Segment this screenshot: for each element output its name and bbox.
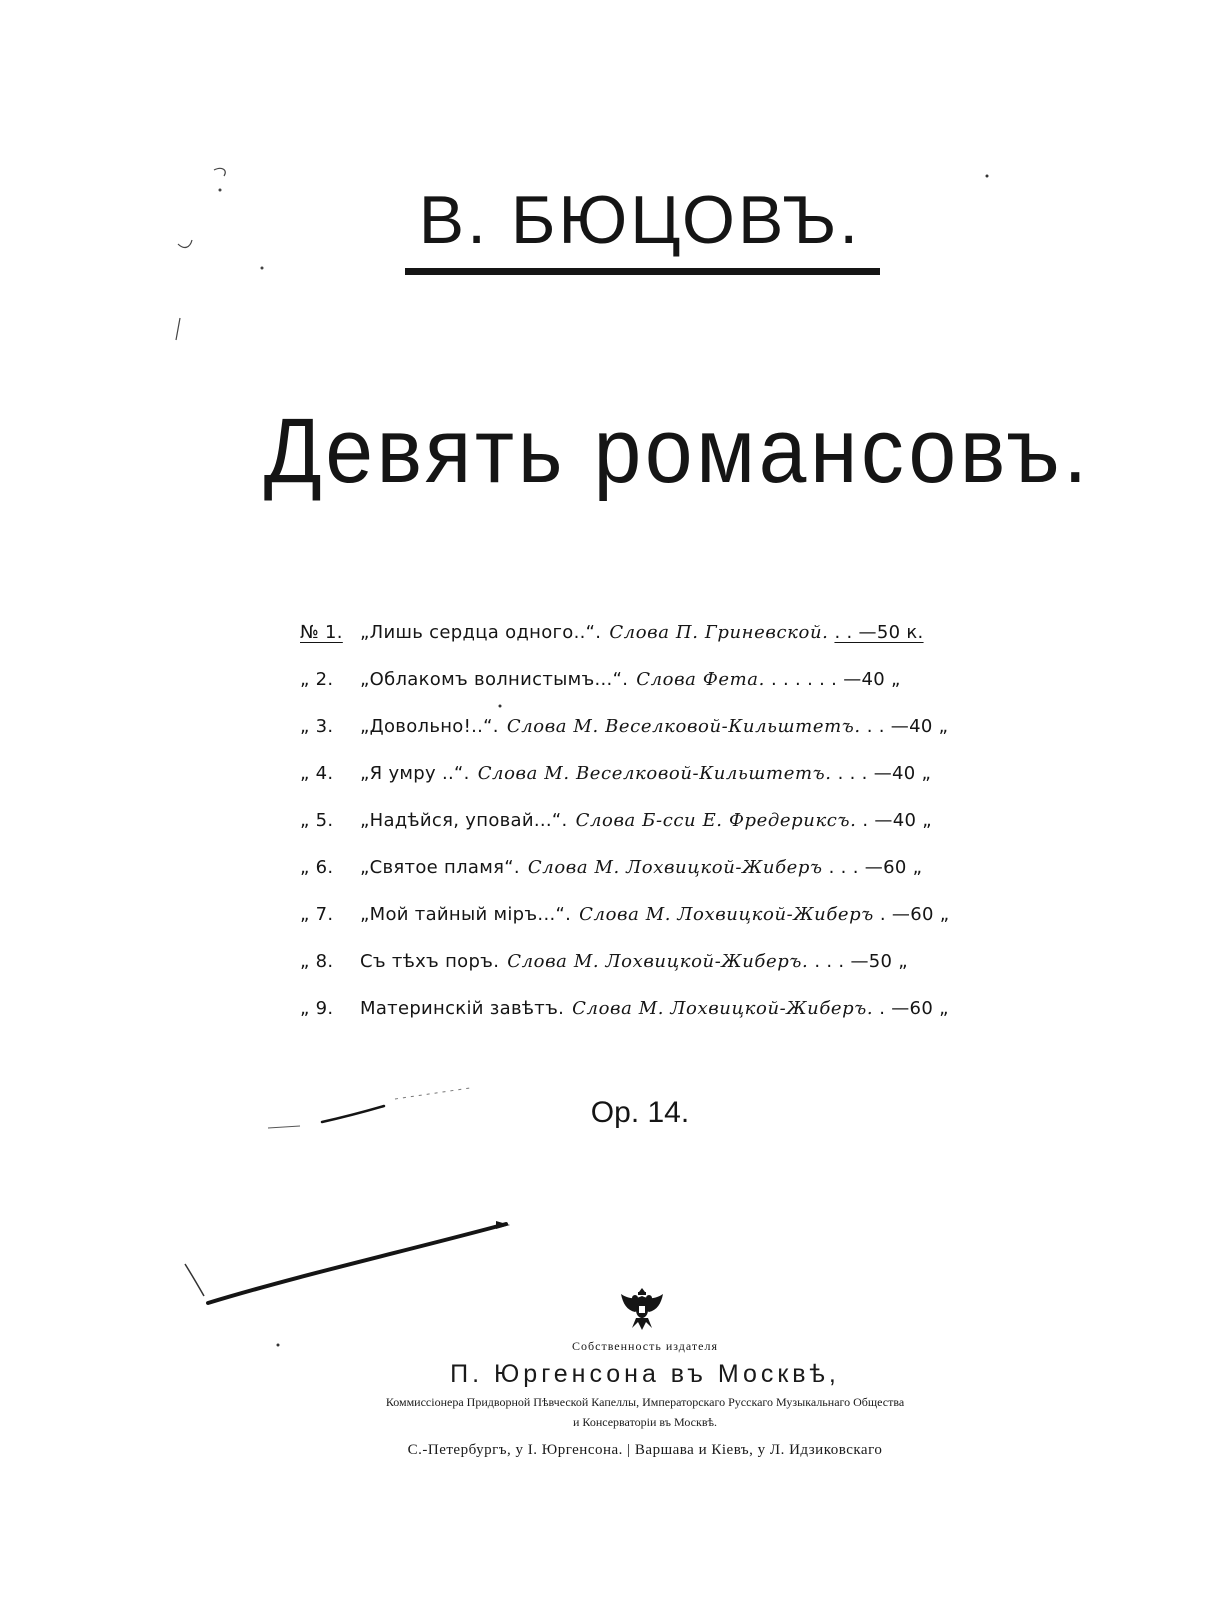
speck bbox=[986, 175, 989, 178]
song-title: „Я умру ..“. bbox=[360, 763, 470, 784]
song-lyricist: Слова М. Лохвицкой-Жиберъ. bbox=[507, 951, 809, 972]
song-title: „Довольно!..“. bbox=[360, 716, 499, 737]
song-price: . —60 „ bbox=[879, 998, 949, 1019]
margin-mark-2 bbox=[214, 168, 225, 176]
song-lyricist: Слова М. Веселковой-Кильштетъ. bbox=[477, 763, 832, 784]
song-number: „ 2. bbox=[300, 669, 334, 690]
song-number: „ 9. bbox=[300, 998, 334, 1019]
song-lyricist: Слова М. Лохвицкой-Жиберъ bbox=[579, 904, 874, 925]
song-price: . . . —50 „ bbox=[814, 951, 908, 972]
song-title: Материнскiй завѣтъ. bbox=[360, 998, 565, 1019]
song-entry-1 bbox=[300, 622, 1000, 669]
publisher-commission-line-2: и Консерваторіи въ Москвѣ. bbox=[573, 1415, 717, 1429]
margin-mark-1 bbox=[185, 1264, 204, 1296]
song-entry-7 bbox=[300, 904, 1000, 951]
margin-mark-3 bbox=[178, 240, 192, 247]
song-number: „ 6. bbox=[300, 857, 334, 878]
song-number: „ 3. bbox=[300, 716, 334, 737]
song-title: „Мой тайный мiръ...“. bbox=[360, 904, 572, 925]
margin-mark-4 bbox=[176, 318, 180, 340]
speck bbox=[277, 1344, 280, 1347]
song-title: „Надѣйся, уповай...“. bbox=[360, 810, 568, 831]
song-title: Съ тѣхъ поръ. bbox=[360, 951, 500, 972]
song-price: . . . —60 „ bbox=[828, 857, 923, 878]
song-entry-3 bbox=[300, 716, 1000, 763]
pen-stroke-upper bbox=[322, 1106, 384, 1122]
song-number: „ 5. bbox=[300, 810, 334, 831]
faint-stroke-2 bbox=[395, 1088, 470, 1099]
song-list bbox=[300, 622, 1000, 1045]
composer-name: В. БЮЦОВЪ. bbox=[418, 182, 862, 258]
song-entry-2 bbox=[300, 669, 1000, 716]
song-lyricist: Слова М. Лохвицкой-Жиберъ. bbox=[572, 998, 874, 1019]
publisher-name: П. Юргенсона въ Москвѣ, bbox=[450, 1360, 840, 1388]
song-number: „ 7. bbox=[300, 904, 334, 925]
pen-stroke-tip bbox=[496, 1221, 510, 1229]
song-entry-6 bbox=[300, 857, 1000, 904]
imperial-eagle-icon bbox=[619, 1286, 665, 1332]
song-title: „Лишь сердца одного..“. bbox=[360, 622, 602, 643]
song-number: „ 8. bbox=[300, 951, 334, 972]
opus-number: Op. 14. bbox=[590, 1096, 690, 1129]
song-price: . . —40 „ bbox=[866, 716, 949, 737]
song-price: . . —50 к. bbox=[834, 622, 924, 643]
song-entry-9 bbox=[300, 998, 1000, 1045]
composer-underline bbox=[405, 268, 880, 275]
song-number: № 1. bbox=[300, 622, 343, 643]
song-price: . . . —40 „ bbox=[837, 763, 932, 784]
song-entry-8 bbox=[300, 951, 1000, 998]
publisher-block bbox=[300, 1336, 990, 1464]
song-lyricist: Слова М. Лохвицкой-Жиберъ bbox=[527, 857, 823, 878]
song-entry-4 bbox=[300, 763, 1000, 810]
pen-stroke-lower bbox=[208, 1224, 506, 1303]
publisher-owner-line: Собственность издателя bbox=[572, 1339, 718, 1353]
faint-stroke bbox=[268, 1126, 300, 1128]
song-title: „Святое пламя“. bbox=[360, 857, 520, 878]
song-lyricist: Слова Б-сси Е. Фредериксъ. bbox=[575, 810, 857, 831]
song-number: „ 4. bbox=[300, 763, 334, 784]
song-lyricist: Слова П. Гриневской. bbox=[609, 622, 829, 643]
publisher-commission-line-1: Коммиссіонера Придворной Пѣвческой Капеллы, Императорскаго Русскаго Музыкальнаго Общества bbox=[385, 1395, 905, 1409]
speck bbox=[261, 267, 264, 270]
song-lyricist: Слова М. Веселковой-Кильштетъ. bbox=[506, 716, 861, 737]
song-title: „Облакомъ волнистымъ...“. bbox=[360, 669, 629, 690]
song-entry-5 bbox=[300, 810, 1000, 857]
work-title: Девять романсовъ. bbox=[263, 400, 1091, 502]
song-price: . —40 „ bbox=[862, 810, 932, 831]
song-price: . —60 „ bbox=[879, 904, 950, 925]
song-lyricist: Слова Фета. bbox=[636, 669, 765, 690]
publisher-cities: С.-Петербургъ, у І. Юргенсона. | Варшава и Кіевъ, у Л. Идзиковскаго bbox=[407, 1442, 883, 1458]
song-price: . . . . . . —40 „ bbox=[770, 669, 901, 690]
speck bbox=[219, 189, 222, 192]
